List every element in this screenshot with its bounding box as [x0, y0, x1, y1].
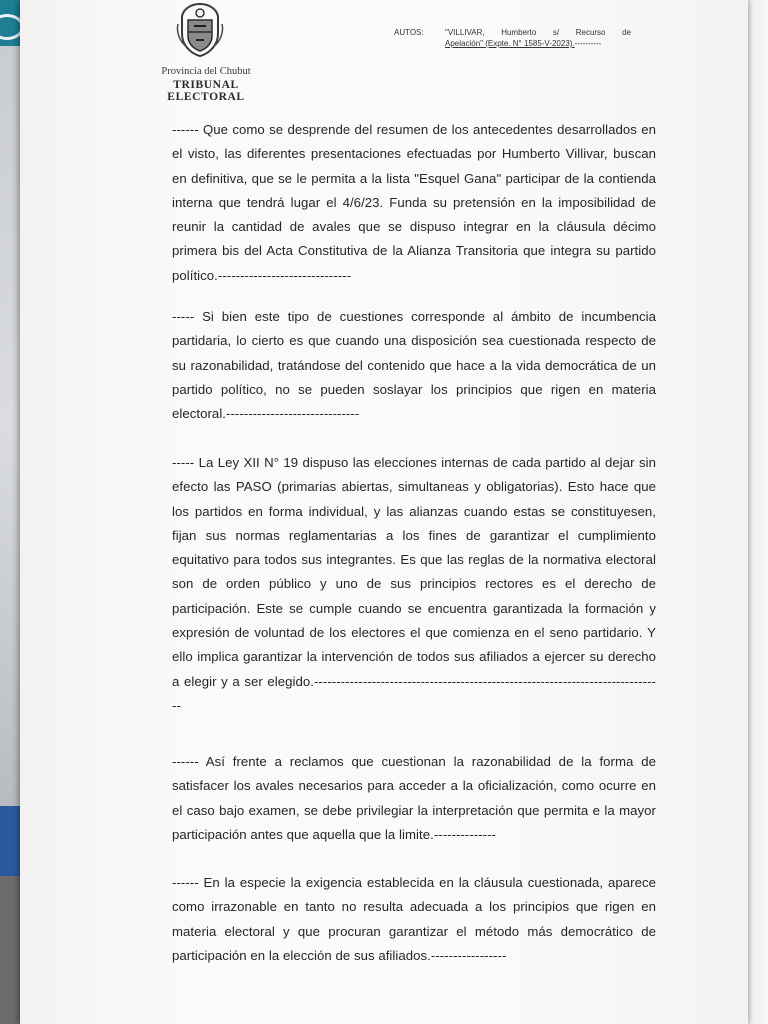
paragraph-4: ------ Así frente a reclamos que cuestionan la razonabilidad de la forma de satisfacer los avales necesarios para acceder a la oficialización, como ocurre en el caso bajo examen, se debe privilegiar la interpretación que permita e la mayor participación antes que aquella que la limite.-------------- [172, 754, 656, 842]
tribunal-name: TRIBUNAL ELECTORAL [167, 79, 245, 103]
coat-of-arms-seal [174, 2, 226, 58]
autos-case-number [445, 39, 631, 48]
background-page-fragment [746, 600, 766, 980]
autos-case-number-dashes: ---------- [574, 39, 602, 48]
paragraph-2: ----- Si bien este tipo de cuestiones corresponde al ámbito de incumbencia partidaria, lo cierto es que cuando una disposición sea cuestionada respecto de su razonabilidad, tratándose del contenido que hace a la vida democrática de un partido político, no se pueden soslayar los principios que rigen en materia electoral.------------------------------ [172, 309, 656, 422]
document-page [20, 0, 748, 1024]
autos-label: AUTOS: [394, 28, 424, 37]
paragraph-5: ------ En la especie la exigencia establecida en la cláusula cuestionada, aparece como irrazonable en tanto no resulta adecuada a los principios que rigen en materia electoral y que procuran garantizar el método más democrático de participación en la elección de sus afiliados.----------------- [172, 875, 656, 963]
autos-case-title: "VILLIVAR, Humberto s/ Recurso de [445, 28, 631, 37]
paragraph-1: ------ Que como se desprende del resumen de los antecedentes desarrollados en el visto, las diferentes presentaciones efectuadas por Humberto Villivar, buscan en definitiva, que se le permita a la lista "Esquel Gana" participar de la contienda interna que tendrá lugar el 4/6/23. Funda su pretensión en la imposibilidad de reunir la cantidad de avales que se dispuso integrar en la cláusula décimo primera bis del Acta Constitutiva de la Alianza Transitoria que integra su partido político.------------------------------ [172, 122, 656, 283]
paragraph-3: ----- La Ley XII N° 19 dispuso las elecciones internas de cada partido al dejar sin efecto las PASO (primarias abiertas, simultaneas y obligatorias). Esto hace que los partidos en forma individual, y las alianzas cuando estas se constituyesen, fijan sus normas reglamentarias a los fines de garantizar el cumplimiento equitativo para todos sus integrantes. Es que las reglas de la normativa electoral son de orden público y uno de sus principios rectores es el derecho de participación. Este se cumple cuando se encuentra garantizada la formación y expresión de voluntad de los electores el que comienza en el seno partidario. Y ello implica garantizar la intervención de todos sus afiliados a ejercer su derecho a elegir y a ser elegido.------------------------------------------------------------------------------- [172, 455, 656, 713]
autos-case-number-text: Apelación" (Expte. N° 1585-V-2023). [445, 39, 575, 48]
province-name: Provincia del Chubut [161, 66, 251, 77]
